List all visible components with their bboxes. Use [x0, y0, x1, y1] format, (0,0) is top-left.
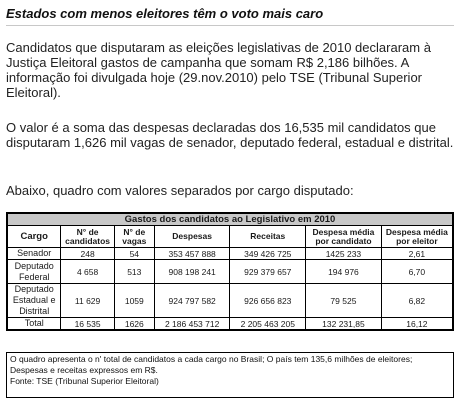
table-title-row — [8, 214, 453, 226]
notes-text: O quadro apresenta o n' total de candidatos a cada cargo no Brasil; O país tem 135,6 milhões de eleitores; Despesas e receitas expressos em R$. — [10, 354, 413, 375]
cell-candidates: 11 629 — [61, 284, 114, 318]
cell-avg-per-voter: 6,82 — [381, 284, 452, 318]
table-intro-paragraph: Abaixo, quadro com valores separados por cargo disputado: — [6, 183, 354, 198]
cell-avg-per-candidate: 1425 233 — [306, 248, 382, 260]
cell-avg-per-voter: 6,70 — [381, 260, 452, 284]
table-total-row — [8, 318, 453, 330]
intro-paragraph: Candidatos que disputaram as eleições legislativas de 2010 declararam à Justiça Eleitoral gastos de campanha que somam R$ 2,186 bilhões. A informação foi divulgada hoje (29.nov.2010) pelo TSE (Tribunal Superior Eleitoral). — [6, 40, 431, 100]
table-header-row — [8, 226, 453, 248]
cell-seats: 513 — [114, 260, 154, 284]
table-row — [8, 260, 453, 284]
cell-avg-per-candidate: 194 976 — [306, 260, 382, 284]
cell-revenues: 926 656 823 — [230, 284, 306, 318]
cell-cargo: Total — [8, 318, 61, 330]
cell-expenses: 353 457 888 — [154, 248, 230, 260]
notes-source: Fonte: TSE (Tribunal Superior Eleitoral) — [10, 376, 159, 386]
table-title: Gastos dos candidatos ao Legislativo em 2010 — [8, 214, 453, 226]
header-cargo: Cargo — [8, 226, 61, 248]
title-divider — [6, 25, 454, 26]
expenses-table — [7, 213, 453, 330]
cell-cargo: Senador — [8, 248, 61, 260]
cell-candidates: 4 658 — [61, 260, 114, 284]
cell-expenses: 924 797 582 — [154, 284, 230, 318]
header-seats: N° de vagas — [114, 226, 154, 248]
cell-seats: 54 — [114, 248, 154, 260]
cell-revenues: 2 205 463 205 — [230, 318, 306, 330]
cell-expenses: 2 186 453 712 — [154, 318, 230, 330]
cell-expenses: 908 198 241 — [154, 260, 230, 284]
cell-candidates: 248 — [61, 248, 114, 260]
cell-cargo: Deputado Federal — [8, 260, 61, 284]
cell-seats: 1059 — [114, 284, 154, 318]
cell-revenues: 929 379 657 — [230, 260, 306, 284]
header-avg-per-candidate: Despesa média por candidato — [306, 226, 382, 248]
cell-candidates: 16 535 — [61, 318, 114, 330]
detail-paragraph: O valor é a soma das despesas declaradas dos 16,535 mil candidatos que disputaram 1,626 mil vagas de senador, deputado federal, estadual e distrital. — [6, 120, 454, 150]
cell-seats: 1626 — [114, 318, 154, 330]
cell-avg-per-candidate: 79 525 — [306, 284, 382, 318]
article-title: Estados com menos eleitores têm o voto mais caro — [6, 6, 324, 21]
expenses-table-container — [6, 212, 454, 331]
header-expenses: Despesas — [154, 226, 230, 248]
cell-avg-per-candidate: 132 231,85 — [306, 318, 382, 330]
header-revenues: Receitas — [230, 226, 306, 248]
header-avg-per-voter: Despesa média por eleitor — [381, 226, 452, 248]
table-notes — [6, 352, 454, 398]
table-row — [8, 248, 453, 260]
cell-revenues: 349 426 725 — [230, 248, 306, 260]
header-candidates: N° de candidatos — [61, 226, 114, 248]
cell-avg-per-voter: 2,61 — [381, 248, 452, 260]
cell-avg-per-voter: 16,12 — [381, 318, 452, 330]
table-row — [8, 284, 453, 318]
cell-cargo: Deputado Estadual e Distrital — [8, 284, 61, 318]
